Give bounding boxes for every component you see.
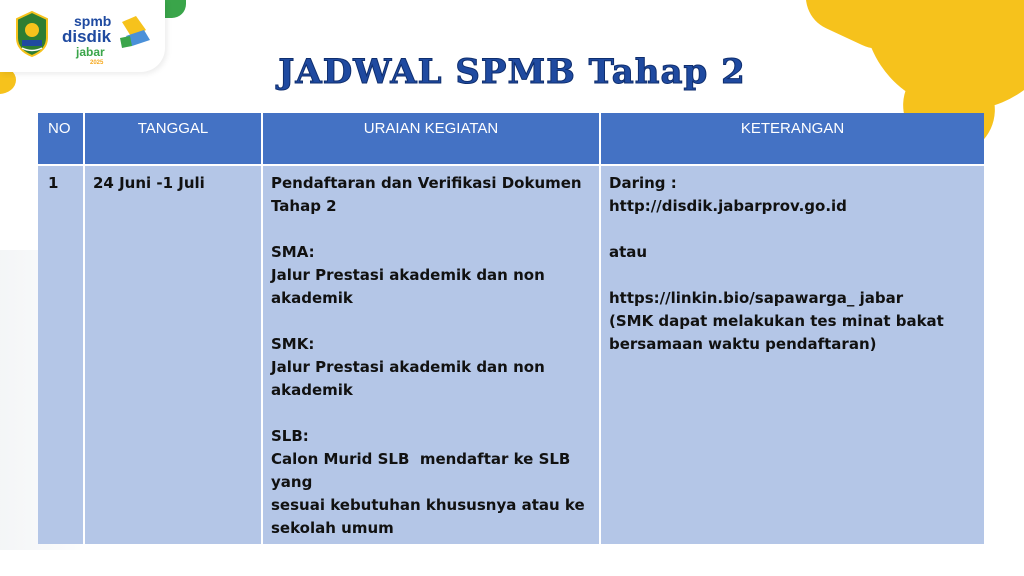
west-java-emblem-icon	[14, 10, 50, 58]
row-date: 24 Juni -1 Juli	[93, 174, 205, 192]
logo-line1: spmb	[74, 13, 112, 29]
keterangan-note1: (SMK dapat melakukan tes minat bakat	[609, 312, 944, 330]
keterangan-url-sapawarga: https://linkin.bio/sapawarga_ jabar	[609, 289, 904, 307]
row-number: 1	[48, 174, 59, 192]
schedule-table	[38, 113, 984, 544]
table-row	[38, 165, 984, 544]
header-keterangan: KETERANGAN	[600, 113, 984, 165]
uraian-line1: Pendaftaran dan Verifikasi Dokumen	[271, 174, 582, 192]
logo-line2: disdik	[62, 27, 112, 46]
table-header-row	[38, 113, 984, 165]
header-tanggal: TANGGAL	[84, 113, 262, 165]
page-title: JADWAL SPMB Tahap 2	[278, 52, 746, 92]
keterangan-line1: Daring :	[609, 174, 677, 192]
cell-tanggal	[84, 165, 262, 544]
uraian-line2: Tahap 2	[271, 197, 337, 215]
slb-label: SLB:	[271, 427, 309, 445]
logo-line3: jabar	[76, 45, 105, 59]
smk-label: SMK:	[271, 335, 315, 353]
keterangan-atau: atau	[609, 243, 648, 261]
header-no: NO	[38, 113, 84, 165]
sma-text2: akademik	[271, 289, 353, 307]
slb-text2: sesuai kebutuhan khususnya atau ke	[271, 496, 585, 514]
slb-text3: sekolah umum	[271, 519, 394, 537]
sma-label: SMA:	[271, 243, 315, 261]
cell-keterangan	[600, 165, 984, 544]
smk-text2: akademik	[271, 381, 353, 399]
logo-year: 2025	[90, 60, 104, 66]
keterangan-url-disdik: http://disdik.jabarprov.go.id	[609, 197, 847, 215]
header-uraian-kegiatan: URAIAN KEGIATAN	[262, 113, 600, 165]
keterangan-note2: bersamaan waktu pendaftaran)	[609, 335, 877, 353]
cell-uraian	[262, 165, 600, 544]
cell-no	[38, 165, 84, 544]
sma-text1: Jalur Prestasi akademik dan non	[271, 266, 545, 284]
smk-text1: Jalur Prestasi akademik dan non	[271, 358, 545, 376]
slb-text1: Calon Murid SLB mendaftar ke SLB yang	[271, 450, 576, 491]
